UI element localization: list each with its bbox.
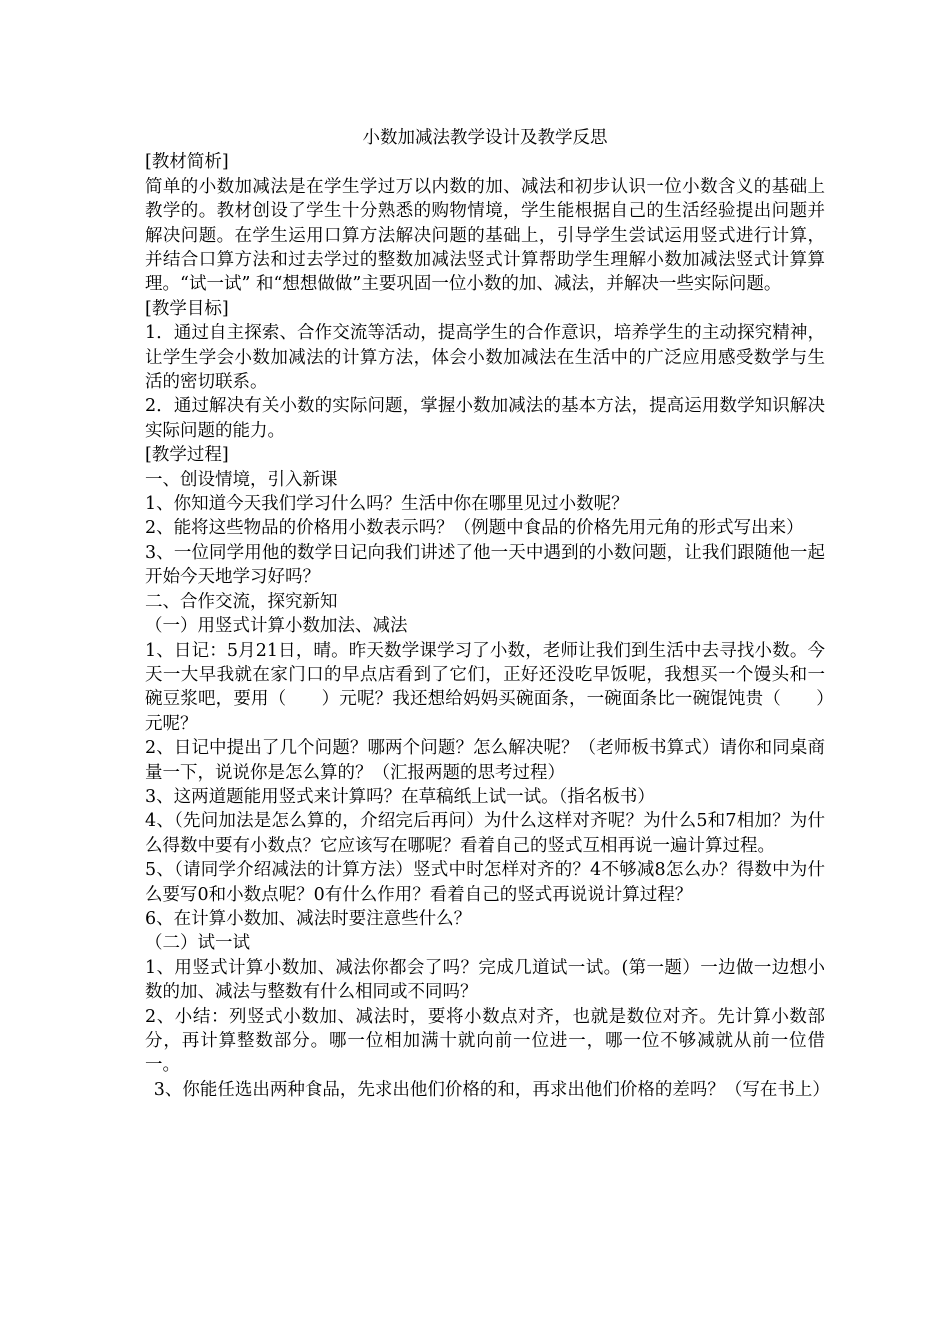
paragraph-diary: 1、日记：5月21日，晴。昨天数学课学习了小数，老师让我们到生活中去寻找小数。今天一大早我就在家门口的早点店看到了它们，正好还没吃早饭呢，我想买一个馒头和一碗豆浆吧，要用（ ）元呢？我还想给妈妈买碗面条，一碗面条比一碗馄饨贵（ ）元呢？ xyxy=(145,640,825,734)
section-heading-textbook-analysis: [教材简析] xyxy=(145,152,229,173)
paragraph-goal-2: 2．通过解决有关小数的实际问题，掌握小数加减法的基本方法，提高运用数学知识解决实际问题的能力。 xyxy=(145,396,825,441)
paragraph-part1-item-2: 2、能将这些物品的价格用小数表示吗？（例题中食品的价格先用元角的形式写出来） xyxy=(145,518,804,539)
paragraph-try-item-1: 1、用竖式计算小数加、减法你都会了吗？完成几道试一试。(第一题）一边做一边想小数的加、减法与整数有什么相同或不同吗？ xyxy=(145,957,825,1003)
paragraph-part2-item-3: 3、这两道题能用竖式来计算吗？在草稿纸上试一试。（指名板书） xyxy=(145,786,655,807)
paragraph-part1-item-1: 1、你知道今天我们学习什么吗？生活中你在哪里见过小数呢？ xyxy=(145,494,629,515)
paragraph-part2-item-5: 5、（请同学介绍减法的计算方法）竖式中时怎样对齐的？4不够减8怎么办？得数中为什么要写0和小数点呢？0有什么作用？看着自己的竖式再说说计算过程？ xyxy=(145,860,825,905)
subheading-vertical-calculation: （一）用竖式计算小数加法、减法 xyxy=(145,616,408,637)
subheading-try-it: （二）试一试 xyxy=(145,933,250,954)
paragraph-part2-item-2: 2、日记中提出了几个问题？哪两个问题？怎么解决呢？（老师板书算式）请你和同桌商量一下，说说你是怎么算的？（汇报两题的思考过程） xyxy=(145,738,825,783)
paragraph-part2-item-4: 4、（先问加法是怎么算的，介绍完后再问）为什么这样对齐呢？为什么5和7相加？为什么得数中要有小数点？它应该写在哪呢？看着自己的竖式互相再说一遍计算过程。 xyxy=(145,811,825,856)
document-page xyxy=(145,126,830,1102)
paragraph-try-item-3: 3、你能任选出两种食品，先求出他们价格的和，再求出他们价格的差吗？（写在书上） xyxy=(153,1079,830,1100)
paragraph-part2-item-6: 6、在计算小数加、减法时要注意些什么？ xyxy=(145,908,472,929)
paragraph-textbook-analysis: 简单的小数加减法是在学生学过万以内数的加、减法和初步认识一位小数含义的基础上教学的。教材创设了学生十分熟悉的购物情境，学生能根据自己的生活经验提出问题并解决问题。在学生运用口算方法解决问题的基础上，引导学生尝试运用竖式进行计算，并结合口算方法和过去学过的整数加减法竖式计算帮助学生理解小数加减法竖式计算算理。“试一试” 和“想想做做”主要巩固一位小数的加、减法，并解决一些实际问题。 xyxy=(145,176,825,295)
document-title: 小数加减法教学设计及教学反思 xyxy=(362,128,608,148)
paragraph-part1-item-3: 3、一位同学用他的数学日记向我们讲述了他一天中遇到的小数问题，让我们跟随他一起开始今天地学习好吗？ xyxy=(145,542,825,588)
section-heading-teaching-process: [教学过程] xyxy=(145,445,229,466)
subheading-part-2: 二、合作交流，探究新知 xyxy=(145,591,338,612)
subheading-part-1: 一、创设情境，引入新课 xyxy=(145,469,338,490)
paragraph-try-item-2: 2、小结：列竖式小数加、减法时，要将小数点对齐，也就是数位对齐。先计算小数部分，再计算整数部分。哪一位相加满十就向前一位进一，哪一位不够减就从前一位借一。 xyxy=(145,1006,825,1076)
paragraph-goal-1: 1．通过自主探索、合作交流等活动，提高学生的合作意识，培养学生的主动探究精神，让学生学会小数加减法的计算方法，体会小数加减法在生活中的广泛应用感受数学与生活的密切联系。 xyxy=(145,323,825,393)
section-heading-teaching-goals: [教学目标] xyxy=(145,298,229,319)
